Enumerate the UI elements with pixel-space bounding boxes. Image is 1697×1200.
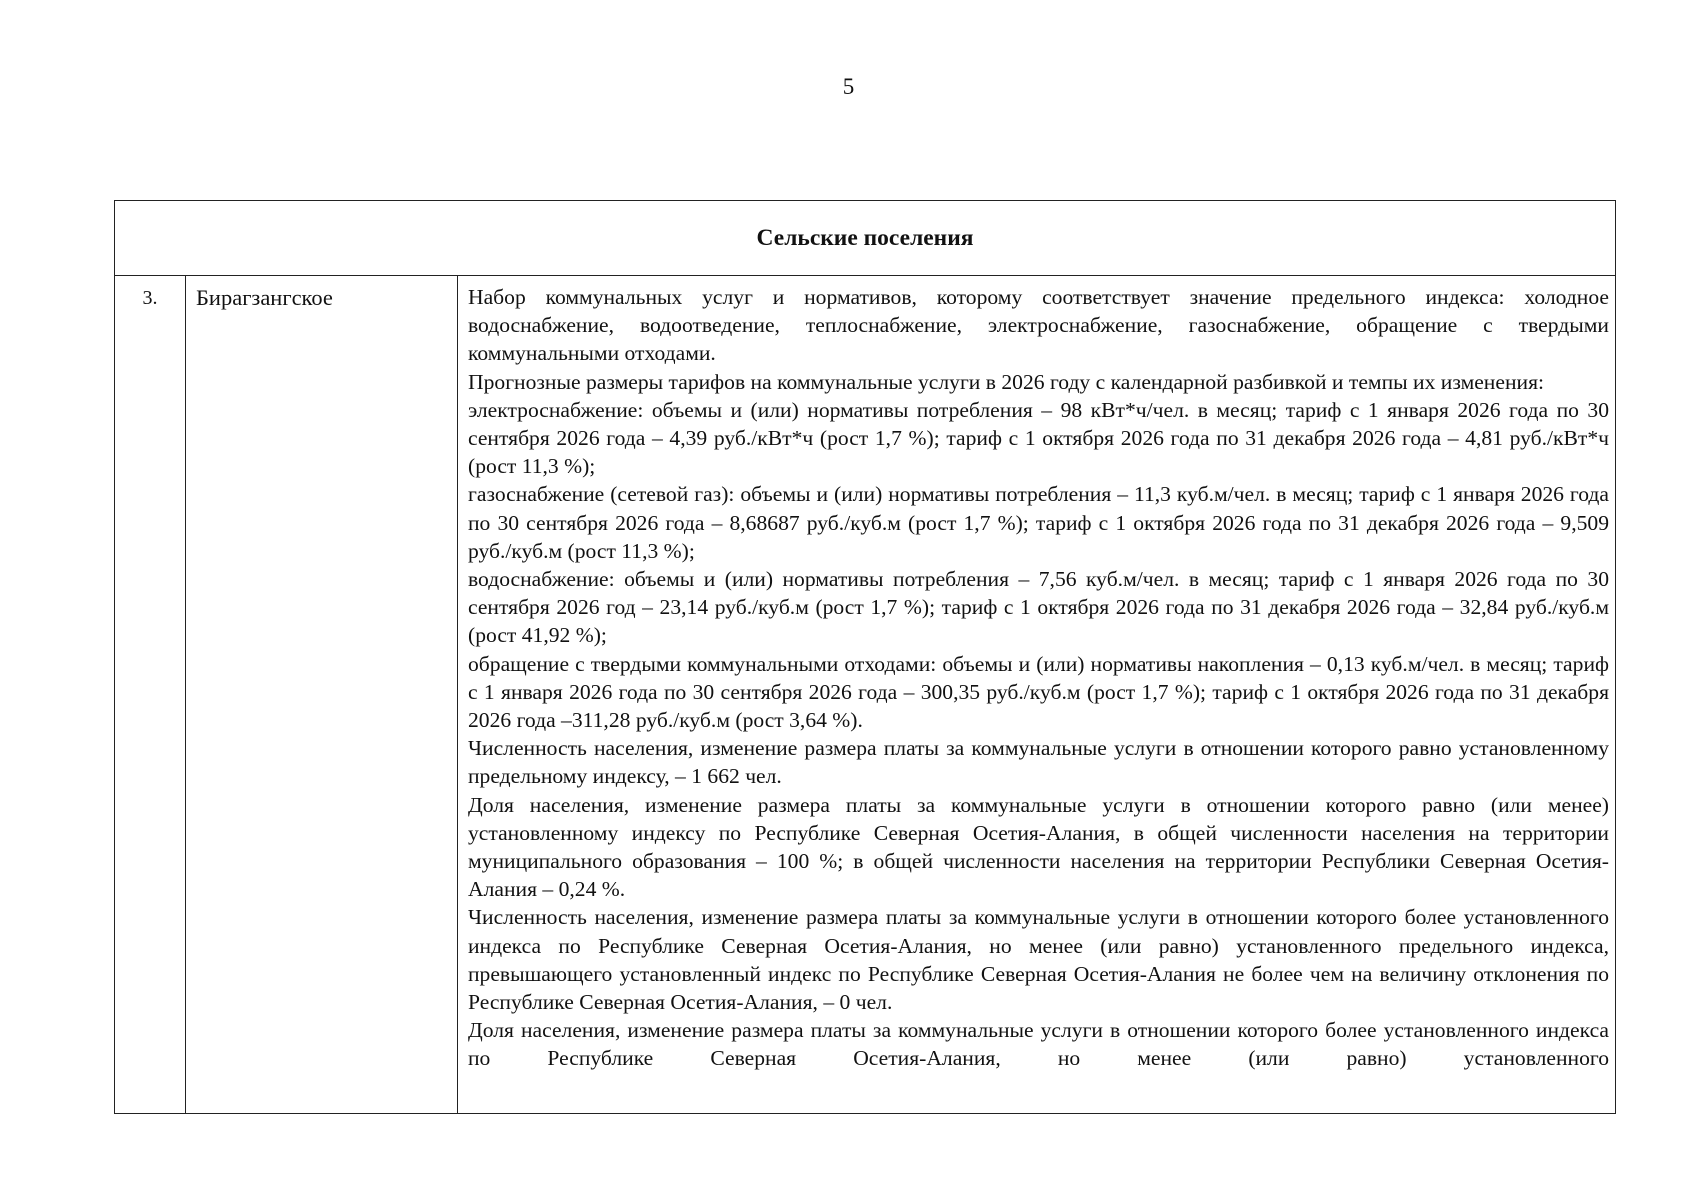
paragraph-electricity: электроснабжение: объемы и (или) нормативы потребления – 98 кВт*ч/чел. в месяц; тариф с 1 января 2026 года по 30 сентября 2026 года – 4,39 руб./кВт*ч (рост 1,7 %); тариф с 1 октября 2026 года по 31 декабря 2026 года – 4,81 руб./кВт*ч (рост 11,3 %);	[468, 397, 1609, 479]
page-number: 5	[842, 74, 855, 99]
paragraph-population-above-index: Численность населения, изменение размера платы за коммунальные услуги в отношении которого более установленного индекса по Республике Северная Осетия-Алания, но менее (или равно) установленного предельного индекса, превышающего установленный индекс по Республике Северная Осетия-Алания не более чем на величину отклонения по Республике Северная Осетия-Алания, – 0 чел.	[468, 905, 1609, 1015]
paragraph-population-equal-index: Численность населения, изменение размера платы за коммунальные услуги в отношении которого равно установленному предельному индексу, – 1 662 чел.	[468, 736, 1609, 789]
settlement-name: Бирагзангское	[186, 276, 458, 1114]
paragraph-share-above-index: Доля населения, изменение размера платы за коммунальные услуги в отношении которого более установленного индекса по Республике Северная Осетия-Алания, но менее (или равно) установленного	[468, 1018, 1609, 1071]
paragraph-services-set: Набор коммунальных услуг и нормативов, которому соответствует значение предельного индекса: холодное водоснабжение, водоотведение, теплоснабжение, электроснабжение, газоснабжение, обращение с твердыми коммунальными отходами.	[468, 285, 1609, 366]
section-title: Сельские поселения	[115, 201, 1616, 276]
settlement-description	[458, 276, 1616, 1114]
paragraph-solid-waste: обращение с твердыми коммунальными отходами: объемы и (или) нормативы накопления – 0,13 куб.м/чел. в месяц; тариф с 1 января 2026 года по 30 сентября 2026 года – 300,35 руб./куб.м (рост 1,7 %); тариф с 1 октября 2026 года по 31 декабря 2026 года –311,28 руб./куб.м (рост 3,64 %).	[468, 651, 1609, 733]
section-header-row	[115, 201, 1616, 276]
tariff-table	[114, 200, 1616, 1114]
paragraph-gas: газоснабжение (сетевой газ): объемы и (или) нормативы потребления – 11,3 куб.м/чел. в месяц; тариф с 1 января 2026 года по 30 сентября 2026 года – 8,68687 руб./куб.м (рост 1,7 %); тариф с 1 октября 2026 года по 31 декабря 2026 года – 9,509 руб./куб.м (рост 11,3 %);	[468, 482, 1609, 563]
paragraph-water: водоснабжение: объемы и (или) нормативы потребления – 7,56 куб.м/чел. в месяц; тариф с 1 января 2026 года по 30 сентября 2026 год – 23,14 руб./куб.м (рост 1,7 %); тариф с 1 октября 2026 года по 31 декабря 2026 года – 32,84 руб./куб.м (рост 41,92 %);	[468, 567, 1609, 648]
row-number: 3.	[115, 276, 186, 1114]
table-row	[115, 276, 1616, 1114]
paragraph-share-equal-or-less: Доля населения, изменение размера платы за коммунальные услуги в отношении которого равно (или менее) установленному индексу по Республике Северная Осетия-Алания, в общей численности населения на территории муниципального образования – 100 %; в общей численности населения на территории Республики Северная Осетия-Алания – 0,24 %.	[468, 792, 1609, 902]
paragraph-tariff-forecast: Прогнозные размеры тарифов на коммунальные услуги в 2026 году с календарной разбивкой и темпы их изменения:	[468, 369, 1544, 394]
